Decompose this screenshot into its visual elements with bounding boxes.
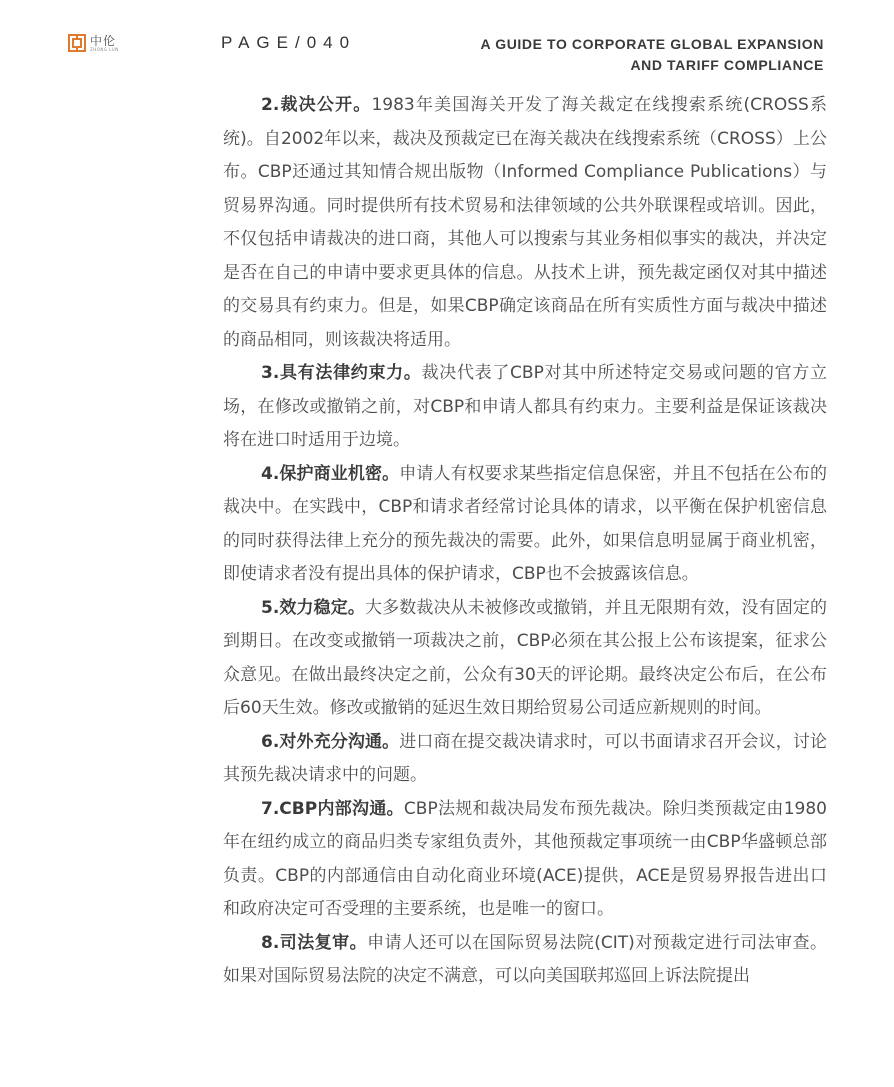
logo-en-text: ZHONG LUN	[90, 46, 119, 52]
paragraph-external-communication	[223, 726, 827, 793]
paragraph-text: 进口商在提交裁决请求时，可以书面请求召开会议，讨论其预先裁决请求中的问题。	[223, 731, 827, 785]
paragraph-heading: 6.对外充分沟通。	[261, 731, 400, 752]
paragraph-text: 申请人还可以在国际贸易法院(CIT)对预裁定进行司法审查。如果对国际贸易法院的决定不满意，可以向美国联邦巡回上诉法院提出	[223, 932, 827, 986]
paragraph-judicial-review	[223, 927, 827, 994]
paragraph-text: 申请人有权要求某些指定信息保密，并且不包括在公布的裁决中。在实践中，CBP和请求者经常讨论具体的请求，以平衡在保护机密信息的同时获得法律上充分的预先裁决的需要。此外，如果信息明显属于商业机密，即使请求者没有提出具体的保护请求，CBP也不会披露该信息。	[223, 463, 827, 584]
paragraph-heading: 8.司法复审。	[261, 932, 368, 953]
guide-title-line-1: A GUIDE TO CORPORATE GLOBAL EXPANSION	[480, 36, 824, 52]
body-content	[223, 89, 827, 994]
page-number: PAGE/040	[221, 33, 357, 52]
paragraph-disclosure	[223, 89, 827, 357]
paragraph-heading: 2.裁决公开。	[261, 95, 372, 115]
company-logo	[68, 34, 119, 52]
paragraph-heading: 4.保护商业机密。	[261, 463, 400, 484]
guide-title-line-2: AND TARIFF COMPLIANCE	[630, 57, 824, 73]
paragraph-heading: 7.CBP内部沟通。	[261, 798, 404, 819]
paragraph-heading: 3.具有法律约束力。	[261, 363, 422, 383]
paragraph-binding	[223, 357, 827, 458]
guide-title	[481, 34, 824, 76]
paragraph-heading: 5.效力稳定。	[261, 597, 365, 618]
paragraph-text: CBP法规和裁决局发布预先裁决。除归类预裁定由1980年在纽约成立的商品归类专家组负责外，其他预裁定事项统一由CBP华盛顿总部负责。CBP的内部通信由自动化商业环境(ACE)提供，ACE是贸易界报告进出口和政府决定可否受理的主要系统，也是唯一的窗口。	[223, 798, 827, 919]
logo-cn-text: 中伦	[90, 33, 117, 48]
logo-mark-icon	[68, 34, 86, 52]
paragraph-internal-communication	[223, 793, 827, 927]
paragraph-text: 大多数裁决从未被修改或撤销，并且无限期有效，没有固定的到期日。在改变或撤销一项裁决之前，CBP必须在其公报上公布该提案，征求公众意见。在做出最终决定之前，公众有30天的评论期。最终决定公布后，在公布后60天生效。修改或撤销的延迟生效日期给贸易公司适应新规则的时间。	[223, 597, 827, 718]
paragraph-stability	[223, 592, 827, 726]
paragraph-text: 裁决代表了CBP对其中所述特定交易或问题的官方立场，在修改或撤销之前，对CBP和申请人都具有约束力。主要利益是保证该裁决将在进口时适用于边境。	[223, 363, 827, 450]
paragraph-text: 1983年美国海关开发了海关裁定在线搜索系统(CROSS系统)。自2002年以来，裁决及预裁定已在海关裁决在线搜索系统（CROSS）上公布。CBP还通过其知情合规出版物（Informed Compliance Publications）与贸易界沟通。同时提供所有技术贸易和法律领域的公共外联课程或培训。因此，不仅包括申请裁决的进口商，其他人可以搜索与其业务相似事实的裁决，并决定是否在自己的申请中要求更具体的信息。从技术上讲，预先裁定函仅对其中描述的交易具有约束力。但是，如果CBP确定该商品在所有实质性方面与裁决中描述的商品相同，则该裁决将适用。	[223, 95, 827, 350]
paragraph-confidentiality	[223, 458, 827, 592]
